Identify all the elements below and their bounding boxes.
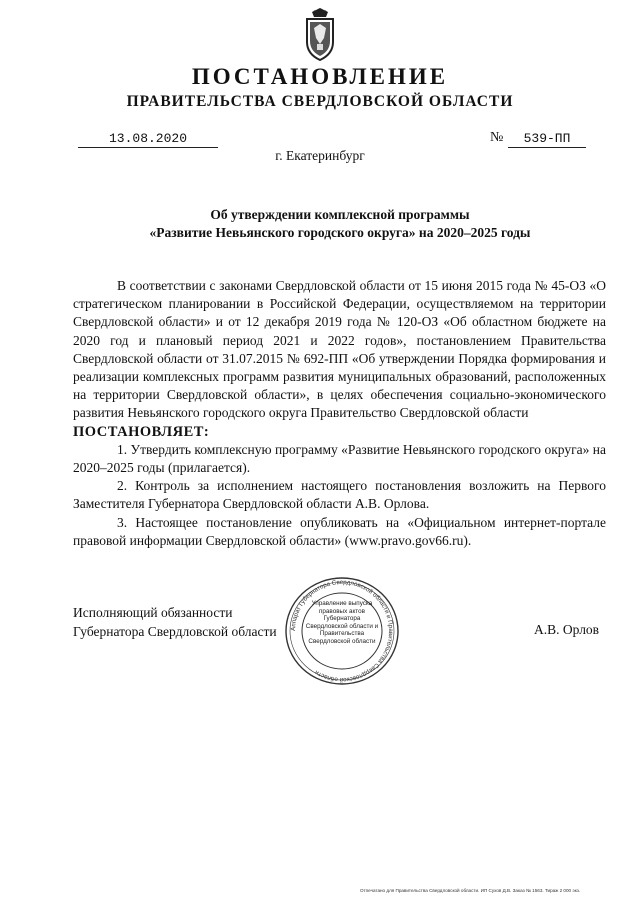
coat-of-arms-icon <box>300 8 340 62</box>
signatory-name: А.В. Орлов <box>534 622 600 637</box>
seal-center-text: Управление выпуска правовых актов Губернатора Свердловской области и Правительства Свердловской области <box>305 600 379 645</box>
document-city: г. Екатеринбург <box>275 148 365 163</box>
printer-imprint: Отпечатано для Правительства Свердловской области. ИП Сухов Д.В. Заказ № 1563. Тираж 2 000 экз. <box>360 888 581 893</box>
signatory-position <box>73 604 277 641</box>
document-date: 13.08.2020 <box>78 131 218 148</box>
document-subject <box>80 206 600 242</box>
resolution-item-2: 2. Контроль за исполнением настоящего постановления возложить на Первого Заместителя Губернатора Свердловской области А.В. Орлова. <box>73 478 606 512</box>
seal-ring-text: Аппарат Губернатора Свердловской области и Правительства Свердловской области <box>289 578 395 684</box>
subject-line-1: Об утверждении комплексной программы <box>210 207 470 222</box>
preamble-paragraph: В соответствии с законами Свердловской области от 15 июня 2015 года № 45-ОЗ «О стратегическом планировании в Российской Федерации, осуществляемом на территории Свердловской области» и от 12 декабря 2019 года № 120-ОЗ «Об областном бюджете на 2020 год и плановый период 2021 и 2022 годов», постановлением Правительства Свердловской области от 31.07.2015 № 692-ПП «Об утверждении Порядка формирования и реализации комплексных программ развития муниципальных образований, расположенных на территории Свердловской области», в целях обеспечения социально-экономического развития Невьянского городского округа Правительство Свердловской области <box>73 278 606 421</box>
number-label: № <box>490 130 504 145</box>
position-line-2: Губернатора Свердловской области <box>73 623 277 639</box>
document-number: 539-ПП <box>508 131 586 148</box>
resolution-item-3: 3. Настоящее постановление опубликовать на «Официальном интернет-портале правовой информации Свердловской области» (www.pravo.gov66.ru). <box>73 514 606 548</box>
document-title: ПОСТАНОВЛЕНИЕ <box>191 64 449 89</box>
document-subtitle: ПРАВИТЕЛЬСТВА СВЕРДЛОВСКОЙ ОБЛАСТИ <box>126 93 514 110</box>
document-body <box>73 277 606 550</box>
resolution-item-1: 1. Утвердить комплексную программу «Развитие Невьянского городского округа» на 2020–2025 годы (прилагается). <box>73 441 606 476</box>
position-line-1: Исполняющий обязанности <box>73 605 233 620</box>
resolves-heading: ПОСТАНОВЛЯЕТ: <box>73 423 210 440</box>
subject-line-2: «Развитие Невьянского городского округа» на 2020–2025 годы <box>149 225 531 240</box>
